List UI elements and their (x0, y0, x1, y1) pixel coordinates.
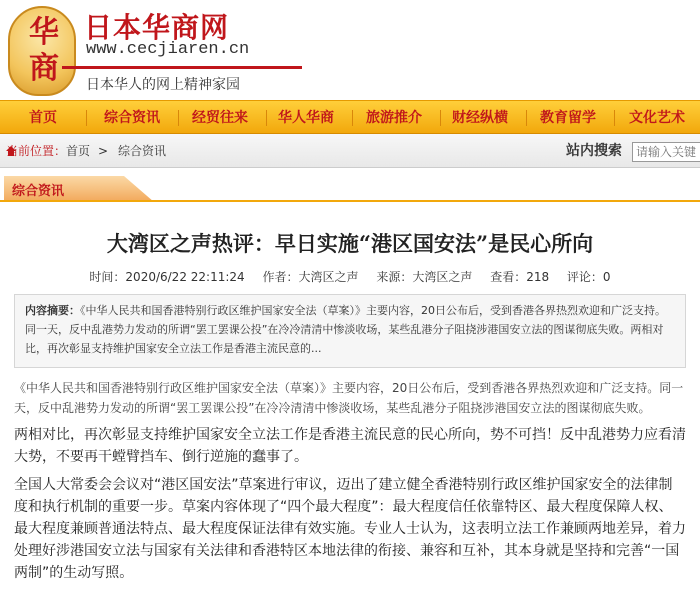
nav-item-education[interactable]: 教育留学 (540, 110, 596, 126)
abstract-text: 《中华人民共和国香港特别行政区维护国家安全法（草案）》主要内容，20日公布后，受到香港各界热烈欢迎和广泛支持。同一天，反中乱港势力发动的所谓“罢工罢课公投”在冷冷清清中惨淡收场，某些乱港分子阻挠涉港国安立法的图谋彻底失败。两相对比，再次彰显支持维护国家安全立法工作是香港主流民意的... (25, 304, 666, 355)
site-logo-seal[interactable] (8, 6, 76, 96)
abstract-label: 内容摘要： (25, 304, 80, 317)
nav-item-travel[interactable]: 旅游推介 (366, 110, 422, 126)
site-name[interactable]: 日本华商网 (84, 11, 230, 44)
header-divider (62, 66, 302, 69)
breadcrumb-home-link[interactable]: 首页 (66, 144, 91, 158)
nav-divider (86, 110, 87, 126)
section-tab-label[interactable]: 综合资讯 (12, 184, 65, 199)
site-header (0, 0, 700, 100)
nav-item-news[interactable]: 综合资讯 (104, 110, 160, 126)
meta-source: 来源：大湾区之声 (376, 270, 473, 284)
article-paragraph: 《中华人民共和国香港特别行政区维护国家安全法（草案）》主要内容，20日公布后，受到香港各界热烈欢迎和广泛支持。同一天，反中乱港势力发动的所谓“罢工罢课公投”在冷冷清清中惨淡收场，某些乱港分子阻挠涉港国安立法的图谋彻底失败。 (14, 381, 684, 415)
breadcrumb-label: 当前位置： (6, 144, 67, 158)
nav-item-culture[interactable]: 文化艺术 (629, 110, 685, 126)
meta-time: 时间：2020/6/22 22:11:24 (89, 270, 245, 284)
article-paragraph: 两相对比，再次彰显支持维护国家安全立法工作是香港主流民意的民心所向，势不可挡！反中乱港势力应看清大势，不要再干螳臂挡车、倒行逆施的蠢事了。 (14, 427, 686, 465)
meta-comments[interactable]: 评论：0 (566, 270, 611, 284)
breadcrumb-current[interactable]: 综合资讯 (118, 144, 167, 158)
nav-divider (352, 110, 353, 126)
meta-author: 作者：大湾区之声 (262, 270, 359, 284)
nav-divider (614, 110, 615, 126)
main-nav (0, 100, 700, 134)
logo-seal-char: 商 (29, 51, 59, 86)
search-input[interactable] (632, 142, 700, 162)
nav-divider (526, 110, 527, 126)
nav-divider (266, 110, 267, 126)
article-title: 大湾区之声热评：早日实施“港区国安法”是民心所向 (106, 231, 594, 256)
site-slogan: 日本华人的网上精神家园 (86, 77, 240, 93)
site-url: www.cecjiaren.cn (86, 40, 250, 59)
logo-seal-char: 华 (29, 15, 59, 50)
search-label: 站内搜索 (566, 143, 622, 159)
article-abstract (14, 294, 686, 368)
breadcrumb-separator: > (98, 144, 109, 158)
nav-item-finance[interactable]: 财经纵横 (452, 110, 508, 126)
nav-divider (440, 110, 441, 126)
meta-views: 查看：218 (490, 270, 550, 284)
section-divider (0, 200, 700, 202)
nav-item-home[interactable]: 首页 (29, 110, 57, 126)
nav-item-chinese-business[interactable]: 华人华商 (278, 110, 334, 126)
nav-divider (178, 110, 179, 126)
article-paragraph: 全国人大常委会会议对“港区国安法”草案进行审议，迈出了建立健全香港特别行政区维护国家安全的法律制度和执行机制的重要一步。草案内容体现了“四个最大程度”：最大程度信任依靠特区、最大程度保障人权、最大程度兼顾普通法特点、最大程度保证法律有效实施。专业人士认为，这表明立法工作兼顾两地差异，着力处理好涉港国安立法与国家有关法律和香港特区本地法律的衔接、兼容和互补，其本身就是坚持和完善“一国两制”的生动写照。 (14, 477, 686, 581)
nav-item-trade[interactable]: 经贸往来 (192, 110, 248, 126)
article-meta (0, 268, 700, 285)
